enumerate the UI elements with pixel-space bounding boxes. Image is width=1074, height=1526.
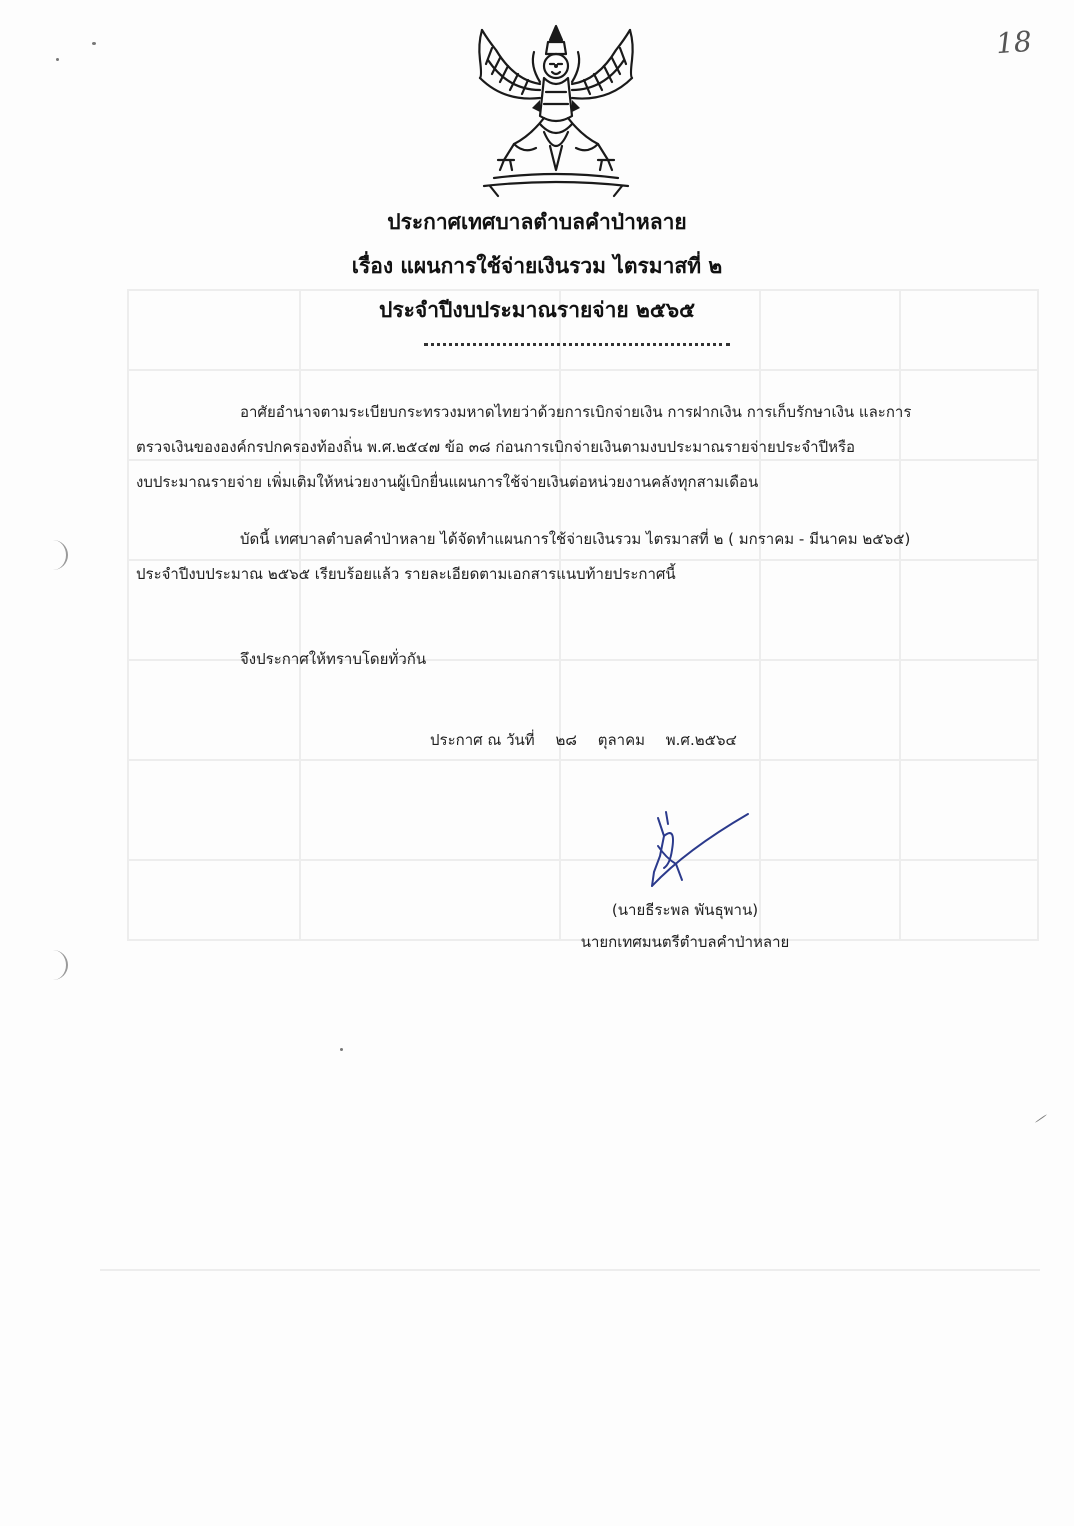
- date-prefix: ประกาศ ณ วันที่: [430, 731, 535, 749]
- punch-hole-mark: [48, 950, 68, 980]
- paper-speck: [92, 42, 96, 45]
- announcement-organization: ประกาศเทศบาลตำบลคำป่าหลาย: [387, 210, 687, 234]
- date-day: ๒๘: [555, 731, 577, 749]
- announcement-header: [0, 200, 1074, 332]
- paper-speck: [1035, 1114, 1047, 1123]
- announcement-subject: เรื่อง แผนการใช้จ่ายเงินรวม ไตรมาสที่ ๒: [351, 254, 723, 278]
- closing-text: จึงประกาศให้ทราบโดยทั่วกัน: [240, 650, 427, 668]
- paragraph-1-line: ตรวจเงินขององค์กรปกครองท้องถิ่น พ.ศ.๒๕๔๗ ข้อ ๓๘ ก่อนการเบิกจ่ายเงินตามงบประมาณรายจ่ายประจำปีหรือ: [136, 438, 856, 456]
- body-paragraph-1: [136, 395, 942, 500]
- date-month: ตุลาคม: [597, 731, 645, 749]
- announcement-fiscal-year: ประจำปีงบประมาณรายจ่าย ๒๕๖๕: [379, 298, 695, 322]
- signatory-name: (นายธีระพล พันธุพาน): [611, 901, 759, 919]
- handwritten-page-number: 18: [994, 24, 1033, 61]
- paragraph-1-line: งบประมาณรายจ่าย เพิ่มเติมให้หน่วยงานผู้เบิกยื่นแผนการใช้จ่ายเงินต่อหน่วยงานคลังทุกสามเดือน: [136, 473, 759, 491]
- punch-hole-mark: [48, 540, 68, 570]
- announcement-date: [430, 728, 753, 752]
- paper-speck: [340, 1048, 343, 1051]
- paragraph-2-line: ประจำปีงบประมาณ ๒๕๖๕ เรียบร้อยแล้ว รายละเอียดตามเอกสารแนบท้ายประกาศนี้: [136, 565, 676, 583]
- handwritten-signature: [636, 806, 756, 892]
- paragraph-2-line: บัดนี้ เทศบาลตำบลคำป่าหลาย ได้จัดทำแผนการใช้จ่ายเงินรวม ไตรมาสที่ ๒ ( มกราคม - มีนาคม ๒๕๖๕): [240, 530, 911, 548]
- signatory-block: [560, 894, 810, 958]
- title-divider: [424, 343, 730, 346]
- closing-statement: [240, 642, 1046, 677]
- signatory-position: นายกเทศมนตรีตำบลคำป่าหลาย: [580, 933, 790, 951]
- body-paragraph-2: [136, 522, 942, 592]
- paper-speck: [56, 58, 59, 61]
- garuda-emblem-icon: [474, 20, 638, 198]
- date-year: พ.ศ.๒๕๖๔: [665, 731, 737, 749]
- paragraph-1-line: อาศัยอำนาจตามระเบียบกระทรวงมหาดไทยว่าด้วยการเบิกจ่ายเงิน การฝากเงิน การเก็บรักษาเงิน และการ: [240, 403, 912, 421]
